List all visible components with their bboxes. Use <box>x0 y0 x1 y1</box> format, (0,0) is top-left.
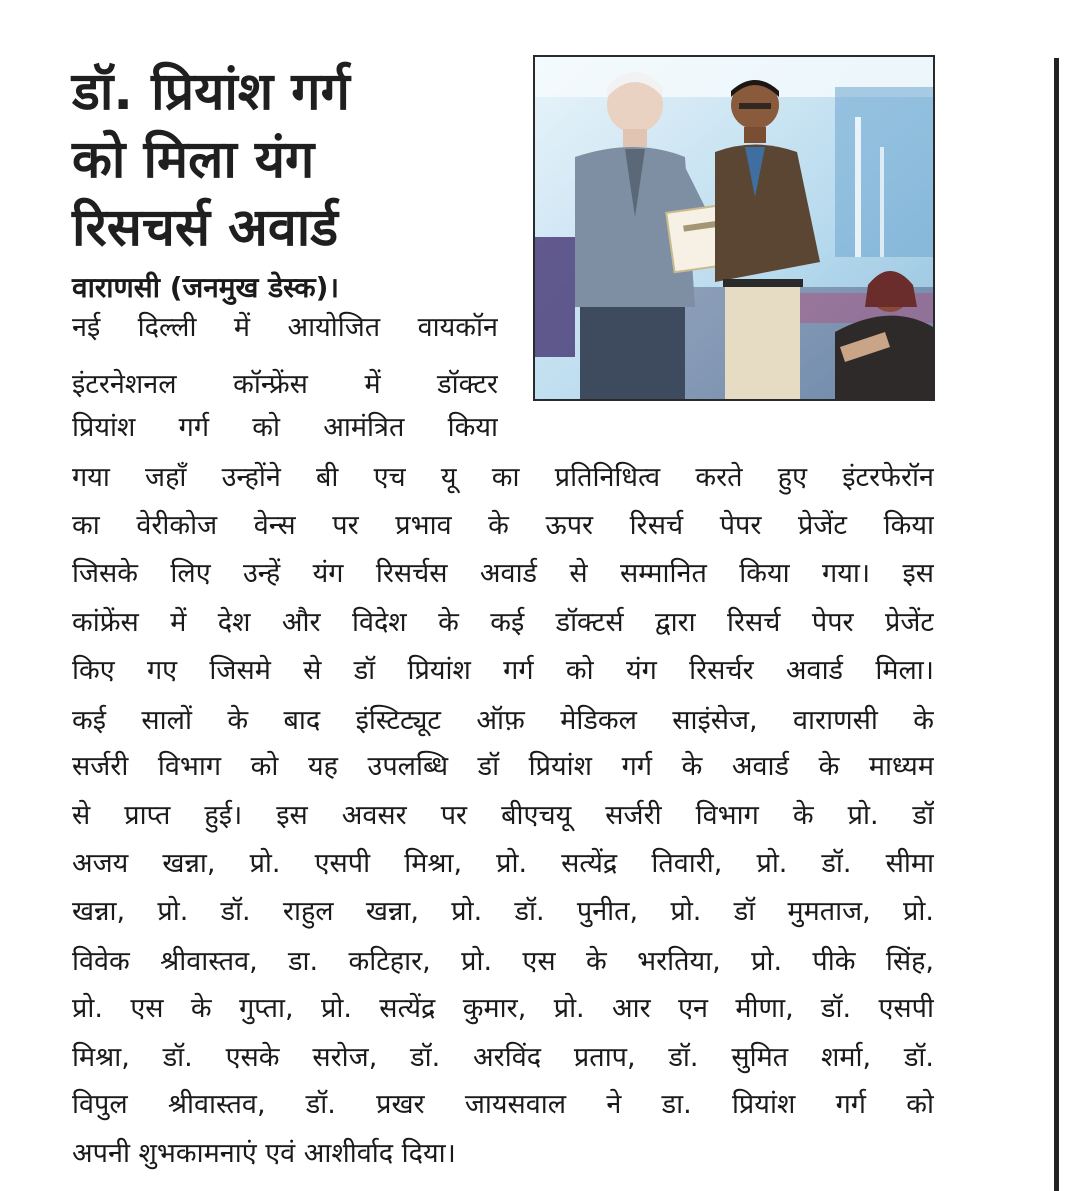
article-headline <box>72 58 512 262</box>
article-body-line: प्रियांश गर्ग को आमंत्रित किया <box>72 412 498 443</box>
article-body-line: गया जहाँ उन्होंने बी एच यू का प्रतिनिधित्व करते हुए इंटरफेरॉन <box>72 462 934 493</box>
headline-line: डॉ. प्रियांश गर्ग <box>72 62 350 122</box>
column-divider <box>1054 58 1059 1191</box>
article-body-line: मिश्रा, डॉ. एसके सरोज, डॉ. अरविंद प्रताप, डॉ. सुमित शर्मा, डॉ. <box>72 1042 934 1073</box>
article-body-line: का वेरीकोज वेन्स पर प्रभाव के ऊपर रिसर्च पेपर प्रेजेंट किया <box>72 510 934 541</box>
article-body-line: किए गए जिसमे से डॉ प्रियांश गर्ग को यंग रिसर्चर अवार्ड मिला। <box>72 655 934 686</box>
article-body-line: कई सालों के बाद इंस्टिट्यूट ऑफ़ मेडिकल साइंसेज, वाराणसी के <box>72 705 934 736</box>
article-body-line: प्रो. एस के गुप्ता, प्रो. सत्येंद्र कुमार, प्रो. आर एन मीणा, डॉ. एसपी <box>72 993 934 1024</box>
article-body-line: कांफ्रेंस में देश और विदेश के कई डॉक्टर्स द्वारा रिसर्च पेपर प्रेजेंट <box>72 607 934 638</box>
article-body-line: से प्राप्त हुई। इस अवसर पर बीएचयू सर्जरी विभाग के प्रो. डॉ <box>72 800 934 831</box>
article-body-line: विपुल श्रीवास्तव, डॉ. प्रखर जायसवाल ने डा. प्रियांश गर्ग को <box>72 1089 934 1120</box>
article-body-line: विवेक श्रीवास्तव, डा. कटिहार, प्रो. एस के भरतिया, प्रो. पीके सिंह, <box>72 946 934 977</box>
headline-line: को मिला यंग <box>72 130 315 190</box>
article-body-line: इंटरनेशनल कॉन्फ्रेंस में डॉक्टर <box>72 369 498 400</box>
article-body-line: जिसके लिए उन्हें यंग रिसर्चस अवार्ड से सम्मानित किया गया। इस <box>72 558 934 589</box>
article-body-line: अजय खन्ना, प्रो. एसपी मिश्रा, प्रो. सत्येंद्र तिवारी, प्रो. डॉ. सीमा <box>72 848 934 879</box>
article-body-line: सर्जरी विभाग को यह उपलब्धि डॉ प्रियांश गर्ग के अवार्ड के माध्यम <box>72 751 934 782</box>
dateline: वाराणसी (जनमुख डेस्क)। <box>72 271 339 304</box>
award-ceremony-photo <box>533 55 935 401</box>
article-body-line: खन्ना, प्रो. डॉ. राहुल खन्ना, प्रो. डॉ. पुनीत, प्रो. डॉ मुमताज, प्रो. <box>72 896 934 927</box>
article-body-line: अपनी शुभकामनाएं एवं आशीर्वाद दिया। <box>72 1138 456 1169</box>
headline-line: रिसचर्स अवार्ड <box>72 198 339 258</box>
article-body-line: नई दिल्ली में आयोजित वायकॉन <box>72 312 498 343</box>
